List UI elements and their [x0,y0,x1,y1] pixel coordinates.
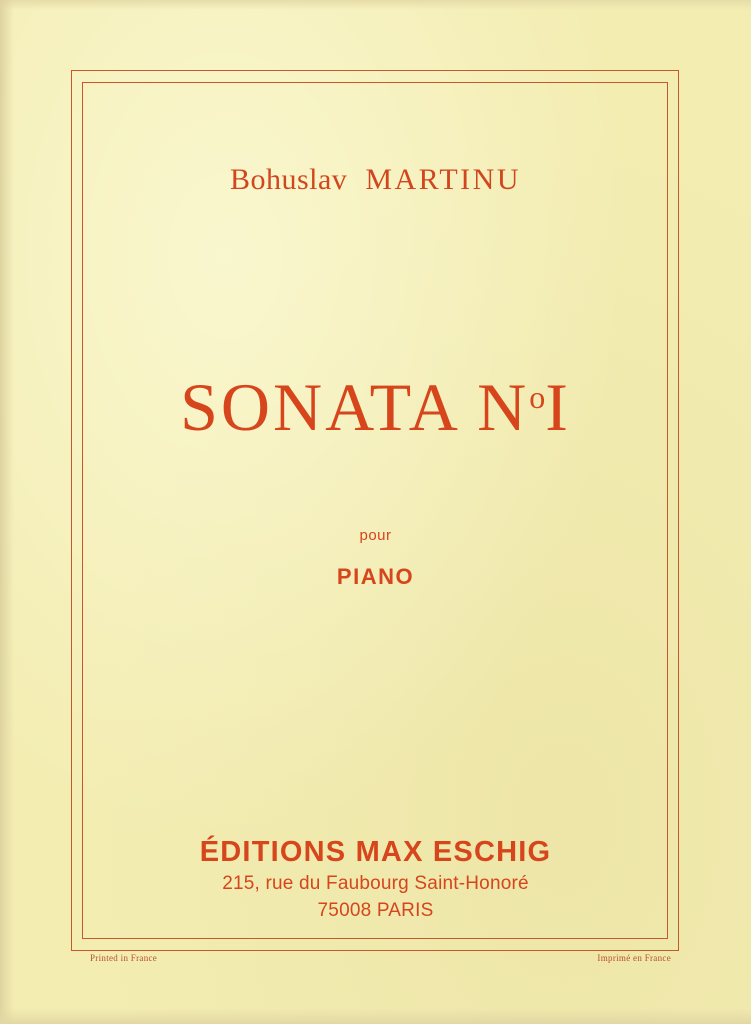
composer-last-name: MARTINU [365,163,522,196]
composer-first-name: Bohuslav [229,163,348,196]
title-number: I [545,369,571,445]
paper-edge-top-shading [0,0,751,10]
paper-edge-bottom-shading [0,1008,751,1024]
title-ordinal-mark: o [529,379,546,415]
paper-edge-left-shading [0,0,14,1024]
printed-note-left: Printed in France [90,953,158,963]
title-number-group [529,369,571,445]
printed-note-right: Imprimé en France [597,953,671,963]
instrument-label: PIANO [336,564,415,589]
publisher-city: 75008 PARIS [317,900,434,921]
cover-border-inner [82,82,668,939]
title-text: SONATA N [180,369,530,445]
dedication-line: pour [359,527,392,544]
composer-name [0,163,751,197]
publisher-name: ÉDITIONS MAX ESCHIG [199,836,552,868]
publisher-address: 215, rue du Faubourg Saint-Honoré [222,873,529,894]
page-title [0,368,751,447]
